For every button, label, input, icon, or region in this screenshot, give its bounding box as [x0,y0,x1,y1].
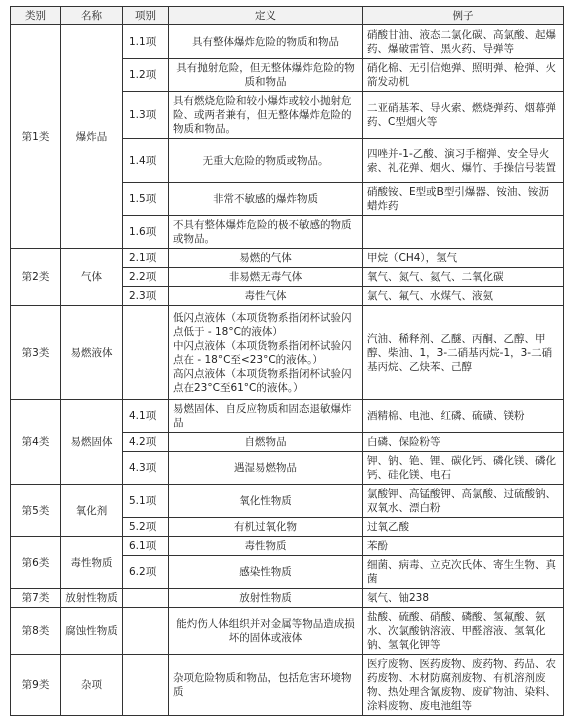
example-cell: 汽油、稀释剂、乙醚、丙酮、乙醇、甲醇、柴油、1，3-二硝基丙烷-1，3-二硝基丙烷、乙炔苯、己醇 [363,306,564,400]
item-code-cell: 2.1项 [123,249,169,268]
definition-cell: 低闪点液体（本项货物系指闭杯试验闪点低于 - 18°C的液体） 中闪点液体（本项货物系指闭杯试验闪点在 - 18°C至<23°C的液体。） 高闪点液体（本项货物系指闭杯试验闪点在23°C至61°C的液体。） [169,306,363,400]
example-cell: 硝酸铵、E型或B型引爆器、铵油、铵沥蜡炸药 [363,183,564,216]
definition-cell: 放射性物质 [169,589,363,608]
example-cell: 二亚硝基苯、导火索、燃烧弹药、烟幕弹药、C型烟火等 [363,92,564,139]
example-cell: 氯气、氟气、水煤气、液氨 [363,287,564,306]
table-row [11,25,564,59]
header-item: 项别 [123,7,169,25]
definition-cell: 易燃的气体 [169,249,363,268]
item-code-cell [123,306,169,400]
category-cell: 第5类 [11,485,61,537]
header-category: 类别 [11,7,61,25]
definition-cell: 自燃物品 [169,433,363,452]
definition-cell: 有机过氧化物 [169,518,363,537]
dangerous-goods-table [10,6,564,716]
category-cell: 第9类 [11,655,61,716]
table-row [11,589,564,608]
table-row [11,537,564,556]
definition-cell: 具有抛射危险，但无整体爆炸危险的物质和物品 [169,59,363,92]
example-cell: 钾、钠、铯、锂、碳化钙、磷化镁、磷化钙、硅化镁、电石 [363,452,564,485]
table-row [11,400,564,433]
example-cell: 硝化棉、无引信炮弹、照明弹、枪弹、火箭发动机 [363,59,564,92]
table-body [11,25,564,716]
header-example: 例子 [363,7,564,25]
definition-cell: 杂项危险物质和物品，包括危害环境物质 [169,655,363,716]
definition-cell: 毒性物质 [169,537,363,556]
definition-cell: 遇湿易燃物品 [169,452,363,485]
class-name-cell: 腐蚀性物质 [61,608,123,655]
dangerous-goods-table-container [10,6,563,716]
example-cell: 氡气、铀238 [363,589,564,608]
item-code-cell [123,608,169,655]
item-code-cell: 1.1项 [123,25,169,59]
definition-cell: 无重大危险的物质或物品。 [169,139,363,183]
example-cell: 细菌、病毒、立克次氏体、寄生生物、真菌 [363,556,564,589]
example-cell: 白磷、保险粉等 [363,433,564,452]
category-cell: 第1类 [11,25,61,249]
example-cell: 酒精棉、电池、红磷、硫磺、镁粉 [363,400,564,433]
class-name-cell: 氧化剂 [61,485,123,537]
table-row [11,306,564,400]
item-code-cell: 1.4项 [123,139,169,183]
item-code-cell: 5.1项 [123,485,169,518]
item-code-cell: 1.6项 [123,216,169,249]
item-code-cell: 5.2项 [123,518,169,537]
class-name-cell: 杂项 [61,655,123,716]
header-name: 名称 [61,7,123,25]
header-definition: 定义 [169,7,363,25]
class-name-cell: 气体 [61,249,123,306]
example-cell: 过氧乙酸 [363,518,564,537]
table-row [11,249,564,268]
category-cell: 第6类 [11,537,61,589]
item-code-cell: 6.1项 [123,537,169,556]
example-cell: 氧气、氮气、氦气、二氧化碳 [363,268,564,287]
item-code-cell: 4.1项 [123,400,169,433]
example-cell: 甲烷（CH4），氢气 [363,249,564,268]
table-row [11,608,564,655]
class-name-cell: 放射性物质 [61,589,123,608]
definition-cell: 非常不敏感的爆炸物质 [169,183,363,216]
item-code-cell [123,655,169,716]
definition-cell: 非易燃无毒气体 [169,268,363,287]
table-row [11,485,564,518]
example-cell: 氯酸钾、高锰酸钾、高氯酸、过硫酸钠、双氧水、漂白粉 [363,485,564,518]
class-name-cell: 易燃固体 [61,400,123,485]
example-cell: 苯酚 [363,537,564,556]
header-row [11,7,564,25]
table-row [11,655,564,716]
category-cell: 第3类 [11,306,61,400]
item-code-cell: 4.2项 [123,433,169,452]
item-code-cell: 1.2项 [123,59,169,92]
class-name-cell: 爆炸品 [61,25,123,249]
class-name-cell: 毒性物质 [61,537,123,589]
example-cell [363,216,564,249]
example-cell: 四唑并-1-乙酸、演习手榴弹、安全导火索、礼花弹、烟火、爆竹、手操信号装置 [363,139,564,183]
definition-cell: 具有整体爆炸危险的物质和物品 [169,25,363,59]
item-code-cell: 4.3项 [123,452,169,485]
definition-cell: 易燃固体、自反应物质和固态退敏爆炸品 [169,400,363,433]
item-code-cell: 2.3项 [123,287,169,306]
definition-cell: 具有燃烧危险和较小爆炸或较小抛射危险、或两者兼有，但无整体爆炸危险的物质和物品。 [169,92,363,139]
item-code-cell: 1.5项 [123,183,169,216]
item-code-cell: 1.3项 [123,92,169,139]
example-cell: 盐酸、硫酸、硝酸、磷酸、氢氟酸、氨水、次氯酸钠溶液、甲醛溶液、氢氧化钠、氢氧化钾等 [363,608,564,655]
definition-cell: 能灼伤人体组织并对金属等物品造成损坏的固体或液体 [169,608,363,655]
category-cell: 第4类 [11,400,61,485]
item-code-cell: 6.2项 [123,556,169,589]
class-name-cell: 易燃液体 [61,306,123,400]
definition-cell: 感染性物质 [169,556,363,589]
item-code-cell: 2.2项 [123,268,169,287]
definition-cell: 氧化性物质 [169,485,363,518]
category-cell: 第2类 [11,249,61,306]
category-cell: 第7类 [11,589,61,608]
example-cell: 医疗废物、医药废物、废药物、药品、农药废物、木材防腐剂废物、有机溶剂废物、热处理含氰废物、废矿物油、染料、涂料废物、废电池组等 [363,655,564,716]
definition-cell: 不具有整体爆炸危险的极不敏感的物质或物品。 [169,216,363,249]
category-cell: 第8类 [11,608,61,655]
example-cell: 硝酸甘油、液态二氯化碳、高氯酸、起爆药、爆破雷管、黑火药、导弹等 [363,25,564,59]
definition-cell: 毒性气体 [169,287,363,306]
item-code-cell [123,589,169,608]
